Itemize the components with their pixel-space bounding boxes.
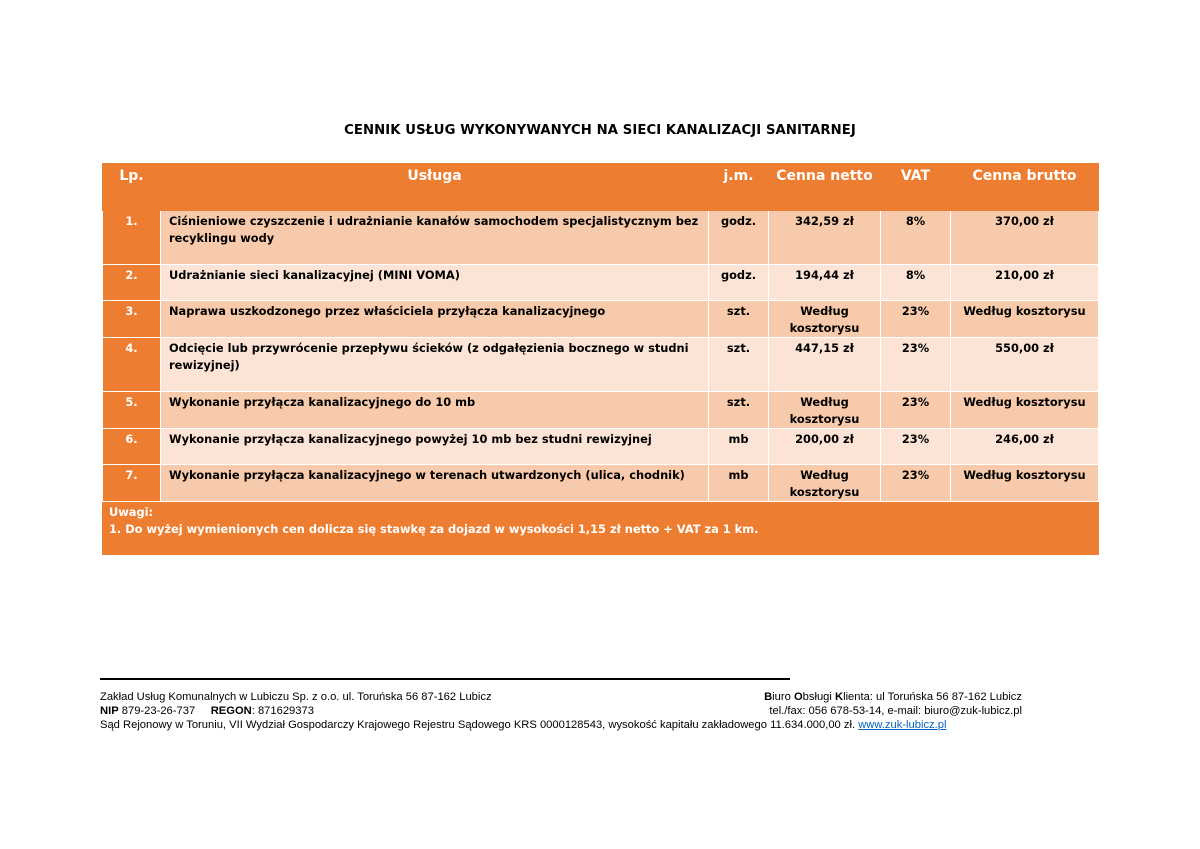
row-netto: Według kosztorysu <box>769 301 881 338</box>
row-jm: szt. <box>709 392 769 429</box>
row-vat: 23% <box>881 465 951 502</box>
row-netto: Według kosztorysu <box>769 392 881 429</box>
header-lp: Lp. <box>103 164 161 211</box>
row-brutto: 370,00 zł <box>951 211 1099 265</box>
row-jm: mb <box>709 465 769 502</box>
header-netto: Cenna netto <box>769 164 881 211</box>
row-lp: 5. <box>103 392 161 429</box>
row-brutto: Według kosztorysu <box>951 392 1099 429</box>
footer-court: Sąd Rejonowy w Toruniu, VII Wydział Gospodarczy Krajowego Rejestru Sądowego KRS 0000128543, wysokość kapitału zakładowego 11.634.000,00 zł. www.zuk-lubicz.pl <box>100 719 947 731</box>
row-lp: 6. <box>103 429 161 465</box>
row-netto: Według kosztorysu <box>769 465 881 502</box>
website-link[interactable]: www.zuk-lubicz.pl <box>858 719 947 731</box>
row-jm: szt. <box>709 338 769 392</box>
row-brutto: Według kosztorysu <box>951 301 1099 338</box>
row-netto: 200,00 zł <box>769 429 881 465</box>
row-vat: 8% <box>881 265 951 301</box>
table-row <box>103 265 1099 301</box>
row-lp: 2. <box>103 265 161 301</box>
footer-company: Zakład Usług Komunalnych w Lubiczu Sp. z o.o. ul. Toruńska 56 87-162 Lubicz <box>100 691 492 703</box>
row-lp: 4. <box>103 338 161 392</box>
row-usluga: Wykonanie przyłącza kanalizacyjnego do 10 mb <box>161 392 709 429</box>
row-usluga: Udrażnianie sieci kanalizacyjnej (MINI VOMA) <box>161 265 709 301</box>
table-row <box>103 465 1099 502</box>
row-usluga: Wykonanie przyłącza kanalizacyjnego w terenach utwardzonych (ulica, chodnik) <box>161 465 709 502</box>
row-lp: 7. <box>103 465 161 502</box>
notes-line: 1. Do wyżej wymienionych cen dolicza się stawkę za dojazd w wysokości 1,15 zł netto + VAT za 1 km. <box>109 522 759 536</box>
row-jm: szt. <box>709 301 769 338</box>
row-usluga: Ciśnieniowe czyszczenie i udrażnianie kanałów samochodem specjalistycznym bez recyklingu wody <box>161 211 709 265</box>
footer-customer-office: Biuro Obsługi Klienta: ul Toruńska 56 87-162 Lubicz <box>764 691 1022 703</box>
row-brutto: Według kosztorysu <box>951 465 1099 502</box>
notes-cell <box>103 502 1099 555</box>
regon-label: REGON <box>210 705 252 717</box>
row-netto: 342,59 zł <box>769 211 881 265</box>
row-lp: 1. <box>103 211 161 265</box>
header-jm: j.m. <box>709 164 769 211</box>
footer-ids <box>100 704 314 718</box>
row-jm: godz. <box>709 211 769 265</box>
notes-heading: Uwagi: <box>109 505 154 519</box>
row-brutto: 210,00 zł <box>951 265 1099 301</box>
row-usluga: Wykonanie przyłącza kanalizacyjnego powyżej 10 mb bez studni rewizyjnej <box>161 429 709 465</box>
header-brutto: Cenna brutto <box>951 164 1099 211</box>
table-header-row <box>103 164 1099 211</box>
row-vat: 23% <box>881 301 951 338</box>
row-brutto: 246,00 zł <box>951 429 1099 465</box>
table-row <box>103 211 1099 265</box>
table-row <box>103 429 1099 465</box>
notes-row <box>103 502 1099 555</box>
row-brutto: 550,00 zł <box>951 338 1099 392</box>
row-netto: 194,44 zł <box>769 265 881 301</box>
header-vat: VAT <box>881 164 951 211</box>
footer-contact: tel./fax: 056 678-53-14, e-mail: biuro@zuk-lubicz.pl <box>769 705 1022 717</box>
price-table <box>102 163 1099 555</box>
table-row <box>103 392 1099 429</box>
row-lp: 3. <box>103 301 161 338</box>
table-row <box>103 338 1099 392</box>
row-jm: mb <box>709 429 769 465</box>
row-netto: 447,15 zł <box>769 338 881 392</box>
footer-divider <box>100 678 790 680</box>
row-usluga: Naprawa uszkodzonego przez właściciela przyłącza kanalizacyjnego <box>161 301 709 338</box>
row-vat: 23% <box>881 338 951 392</box>
row-vat: 8% <box>881 211 951 265</box>
row-usluga: Odcięcie lub przywrócenie przepływu ścieków (z odgałęzienia bocznego w studni rewizyjnej) <box>161 338 709 392</box>
nip-label: NIP <box>100 705 119 717</box>
document-title: CENNIK USŁUG WYKONYWANYCH NA SIECI KANALIZACJI SANITARNEJ <box>344 123 856 138</box>
table-row <box>103 301 1099 338</box>
regon-value: : 871629373 <box>251 705 314 717</box>
header-usluga: Usługa <box>161 164 709 211</box>
row-vat: 23% <box>881 429 951 465</box>
nip-value: 879-23-26-737 <box>118 705 211 717</box>
row-vat: 23% <box>881 392 951 429</box>
row-jm: godz. <box>709 265 769 301</box>
